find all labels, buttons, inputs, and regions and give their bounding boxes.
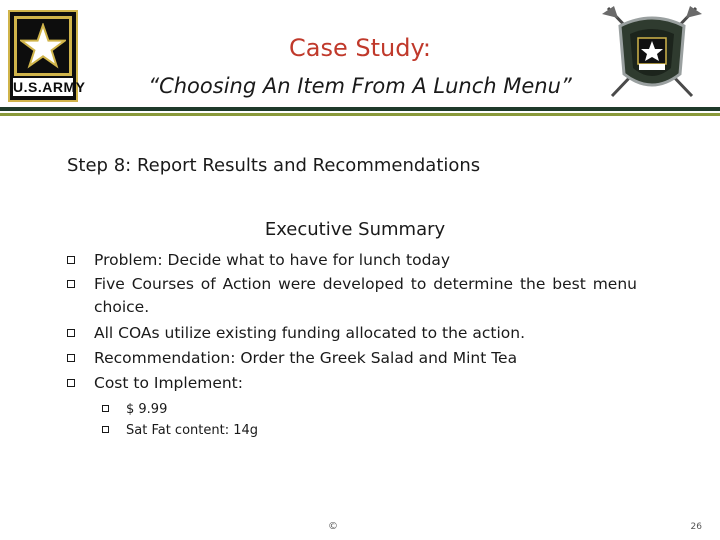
bullet-text: All COAs utilize existing funding allocated to the action.	[94, 324, 526, 342]
square-bullet-icon	[102, 426, 109, 433]
sub-list-item	[94, 399, 637, 420]
summary-list	[67, 248, 637, 441]
list-item	[67, 346, 637, 371]
cost-sub-list	[94, 399, 637, 441]
header-divider	[0, 107, 720, 111]
section-heading: Executive Summary	[264, 219, 446, 240]
footer-copyright-mark: ©	[328, 521, 338, 532]
bullet-text: Five Courses of Action were developed to determine the best menu choice.	[94, 275, 637, 316]
sub-list-item	[94, 420, 637, 441]
bullet-text: Cost to Implement:	[94, 374, 243, 392]
slide-title: Case Study:	[289, 34, 431, 62]
list-item	[67, 248, 637, 273]
step-heading: Step 8: Report Results and Recommendations	[67, 155, 481, 176]
slide-subtitle: “Choosing An Item From A Lunch Menu”	[148, 74, 572, 98]
list-item	[67, 273, 637, 319]
square-bullet-icon	[67, 379, 75, 387]
square-bullet-icon	[67, 280, 75, 288]
square-bullet-icon	[67, 329, 75, 337]
sub-bullet-text: Sat Fat content: 14g	[126, 423, 259, 438]
bullet-text: Problem: Decide what to have for lunch today	[94, 251, 451, 269]
logo-wordmark: U.S.ARMY	[13, 79, 86, 95]
page-number: 26	[690, 522, 702, 532]
header-divider-accent	[0, 113, 720, 116]
square-bullet-icon	[67, 256, 75, 264]
bullet-text: Recommendation: Order the Greek Salad and Mint Tea	[94, 349, 518, 367]
sub-bullet-text: $ 9.99	[126, 402, 168, 417]
list-item	[67, 321, 637, 346]
square-bullet-icon	[67, 354, 75, 362]
square-bullet-icon	[102, 405, 109, 412]
list-item	[67, 371, 637, 441]
